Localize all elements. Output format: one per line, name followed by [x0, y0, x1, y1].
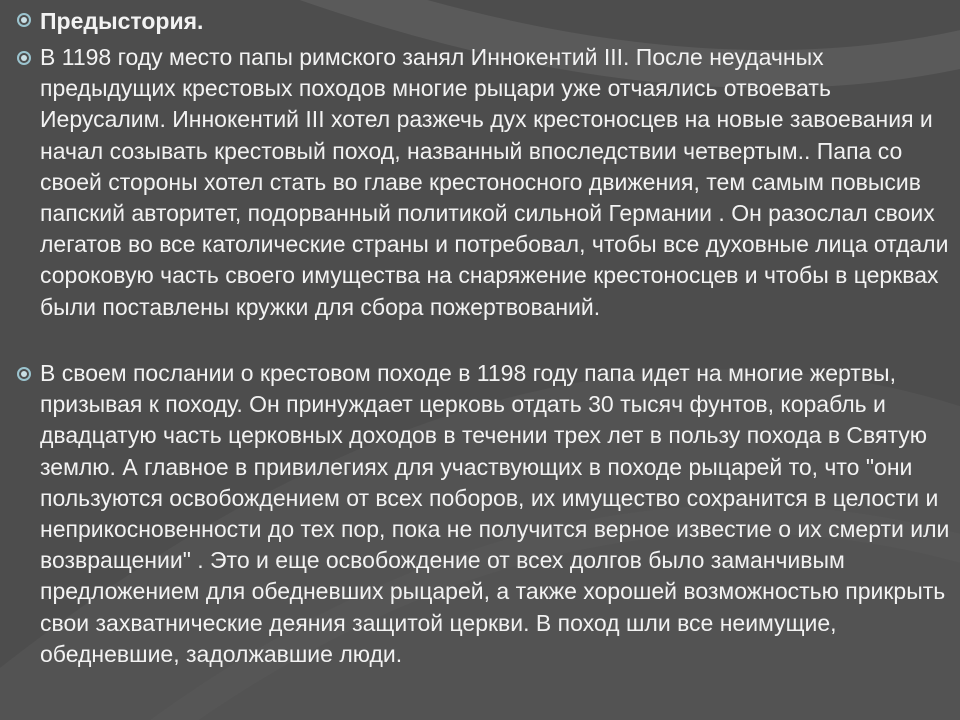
bullet-icon	[16, 12, 32, 28]
slide-heading: Предыстория.	[40, 8, 204, 34]
bullet-icon	[16, 366, 32, 382]
paragraph-1: В 1198 году место папы римского занял Иннокентий III. После неудачных предыдущих крестовых походов многие рыцари уже отчаялись отвоевать Иерусалим. Иннокентий III хотел разжечь дух крестоносцев на новые завоевания и начал созывать крестовый поход, названный впоследствии четвертым.. Папа со своей стороны хотел стать во главе крестоносного движения, тем самым повысив папский авторитет, подорванный политикой сильной Германии . Он разослал своих легатов во все католические страны и потребовал, чтобы все духовные лица отдали сороковую часть своего имущества на снаряжение крестоносцев и чтобы в церквах были поставлены кружки для сбора пожертвований.	[40, 44, 949, 320]
paragraph-2: В своем послании о крестовом походе в 1198 году папа идет на многие жертвы, призывая к походу. Он принуждает церковь отдать 30 тысяч фунтов, корабль и двадцатую часть церковных доходов в течении трех лет в пользу похода в Святую землю. А главное в привилегиях для участвующих в походе рыцарей то, что "они пользуются освобождением от всех поборов, их имущество сохранится в целости и неприкосновенности до тех пор, пока не получится верное известие о их смерти или возвращении" . Это и еще освобождение от всех долгов было заманчивым предложением для обедневших рыцарей, а также хорошей возможностью прикрыть свои захватнические деяния защитой церкви. В поход шли все неимущие, обедневшие, задолжавшие люди.	[40, 360, 950, 667]
bullet-icon	[16, 50, 32, 66]
